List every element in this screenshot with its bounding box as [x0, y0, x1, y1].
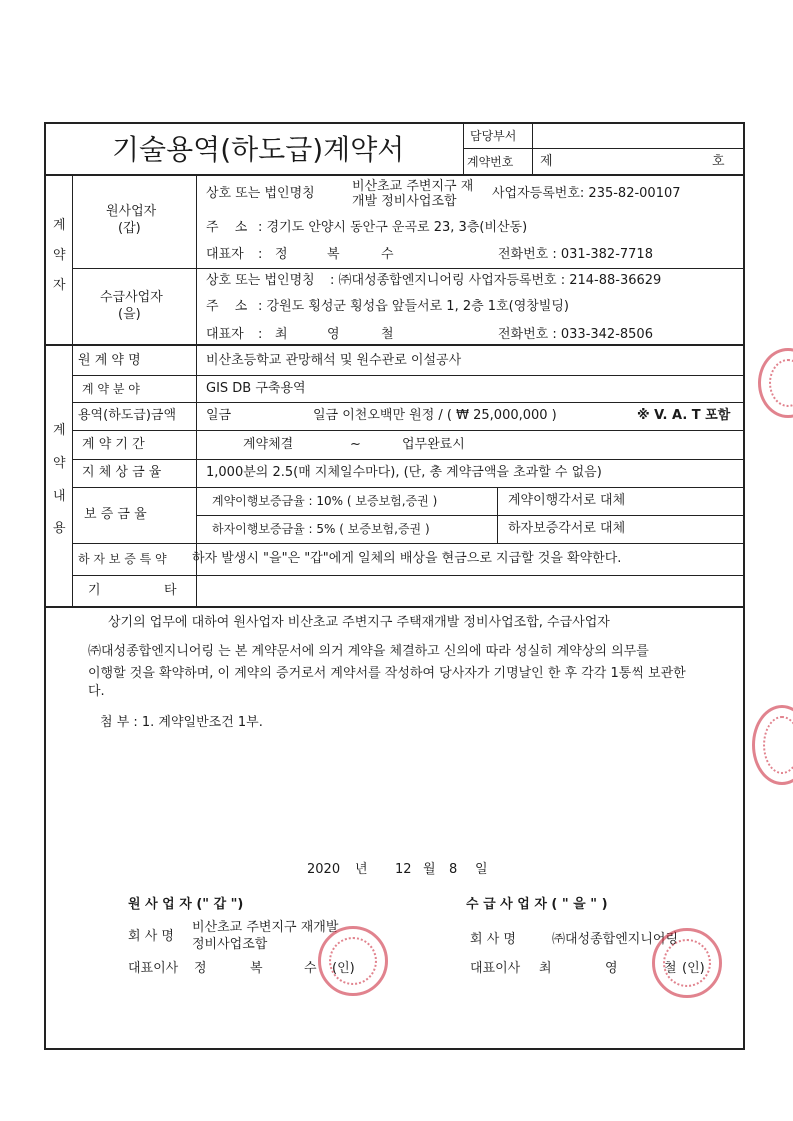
details-label-4: 용 — [53, 521, 66, 536]
subcontractor-rep-name-3: 철 — [381, 327, 394, 342]
subcontractor-address-value: : 강원도 횡성군 횡성읍 앞들서로 1, 2층 1호(영창빌딩) — [258, 299, 569, 314]
contractor-phone: 전화번호 : 031-382-7718 — [498, 247, 653, 262]
subcontractor-rep-label: 대표자 — [206, 327, 244, 342]
subcontractor-role: 수급사업자 — [100, 290, 163, 305]
defect-value: 하자 발생시 "을"은 "갑"에게 일체의 배상을 현금으로 지급할 것을 확약한다. — [192, 551, 622, 566]
penalty-value: 1,000분의 2.5(매 지체일수마다), (단, 총 계약금액을 초과할 수 없음) — [206, 465, 602, 480]
contract-name-value: 비산초등학교 관망해석 및 원수관로 이설공사 — [206, 353, 462, 368]
date-day-unit: 일 — [475, 862, 488, 877]
right-company-label: 회 사 명 — [470, 932, 516, 947]
guarantee-row1-right: 계약이행각서로 대체 — [508, 493, 626, 508]
subcontractor-rep-name-2: 영 — [327, 327, 340, 342]
row-line — [72, 459, 745, 460]
amount-vat: ※ V. A. T 포함 — [637, 408, 731, 423]
parties-label-1: 계 — [53, 218, 66, 233]
row-line — [72, 375, 745, 376]
column-line — [196, 174, 197, 345]
date-day: 8 — [449, 862, 458, 877]
parties-label-3: 자 — [53, 278, 66, 293]
row-line — [72, 487, 745, 488]
section-line — [44, 344, 745, 346]
period-start: 계약체결 — [243, 437, 294, 452]
date-month-unit: 월 — [423, 862, 436, 877]
right-rep-name-1: 최 — [539, 961, 552, 976]
contract-no-suffix: 호 — [712, 154, 725, 169]
contractor-rep-name-1: 정 — [275, 247, 288, 262]
section-line — [44, 174, 745, 176]
right-sign-heading: 수 급 사 업 자 ( " 을 " ) — [466, 897, 608, 912]
guarantee-row2-right: 하자보증각서로 대체 — [508, 521, 626, 536]
row-line — [196, 515, 745, 516]
guarantee-row1-left: 계약이행보증금율 : 10% ( 보증보험,증권 ) — [212, 494, 438, 508]
period-tilde: ~ — [350, 437, 361, 452]
subcontractor-name-label: 상호 또는 법인명칭 — [206, 273, 315, 288]
left-company-label: 회 사 명 — [128, 929, 174, 944]
body-paragraph-4: 다. — [88, 684, 105, 699]
attachment-line: 첨 부 : 1. 계약일반조건 1부. — [100, 715, 263, 730]
contractor-name-value: 비산초교 주변지구 재 — [352, 179, 474, 194]
body-paragraph-3: 이행할 것을 확약하며, 이 계약의 증거로서 계약서를 작성하여 당사자가 기명날인 한 후 각각 1통씩 보관한 — [88, 666, 686, 681]
contract-no-prefix: 제 — [540, 154, 553, 169]
guarantee-row2-left: 하자이행보증금율 : 5% ( 보증보험,증권 ) — [212, 522, 430, 536]
contractor-name-value-2: 개발 정비사업조합 — [352, 194, 457, 209]
parties-label-2: 약 — [53, 248, 66, 263]
left-rep-label: 대표이사 — [128, 961, 179, 976]
contractor-rep-name-3: 수 — [381, 247, 394, 262]
page-title: 기술용역(하도급)계약서 — [112, 133, 405, 166]
dept-label: 담당부서 — [470, 129, 517, 143]
contract-field-value: GIS DB 구축용역 — [206, 381, 306, 396]
contractor-biz-no: 사업자등록번호: 235-82-00107 — [492, 186, 681, 201]
amount-value: 일금 이천오백만 원정 / ( ₩ 25,000,000 ) — [313, 408, 557, 423]
subcontractor-rep-name-1: 최 — [275, 327, 288, 342]
header-row-line — [463, 148, 745, 149]
subcontractor-phone: 전화번호 : 033-342-8506 — [498, 327, 653, 342]
period-label: 계 약 기 간 — [82, 437, 145, 452]
subcontractor-address-label: 주 소 — [206, 299, 254, 314]
right-company-name: ㈜대성종합엔지니어링 — [552, 932, 679, 947]
column-line — [196, 345, 197, 607]
margin-seal-stamp — [752, 705, 793, 785]
column-line — [497, 487, 498, 543]
other-label-a: 기 — [88, 583, 101, 598]
other-label-b: 타 — [164, 583, 177, 598]
right-rep-label: 대표이사 — [470, 961, 521, 976]
right-rep-name-3: 철 — [664, 961, 677, 976]
row-line — [72, 543, 745, 544]
right-seal-mark: (인) — [682, 961, 705, 976]
contract-no-label: 계약번호 — [467, 155, 514, 169]
amount-prefix: 일금 — [206, 408, 232, 423]
subcontractor-seal-stamp — [652, 928, 722, 998]
left-rep-name-1: 정 — [194, 961, 207, 976]
right-rep-name-2: 영 — [605, 961, 618, 976]
contractor-rep-colon: : — [258, 247, 263, 262]
contractor-name-label: 상호 또는 법인명칭 — [206, 186, 315, 201]
details-label-3: 내 — [53, 489, 66, 504]
subcontractor-rep-colon: : — [258, 327, 263, 342]
contractor-rep-label: 대표자 — [206, 247, 244, 262]
left-rep-name-2: 복 — [250, 961, 263, 976]
defect-label: 하 자 보 증 특 약 — [78, 552, 167, 566]
details-label-1: 계 — [53, 423, 66, 438]
left-company-name-2: 정비사업조합 — [192, 937, 268, 952]
guarantee-label: 보 증 금 율 — [84, 507, 147, 522]
row-line — [72, 575, 745, 576]
date-year-unit: 년 — [355, 862, 368, 877]
contractor-address-value: : 경기도 안양시 동안구 운곡로 23, 3층(비산동) — [258, 220, 528, 235]
left-sign-heading: 원 사 업 자 (" 갑 ") — [128, 897, 244, 912]
contractor-address-label: 주 소 — [206, 220, 254, 235]
details-label-2: 약 — [53, 456, 66, 471]
body-paragraph-1: 상기의 업무에 대하여 원사업자 비산초교 주변지구 주택재개발 정비사업조합, 수급사업자 — [108, 615, 610, 630]
penalty-label: 지 체 상 금 율 — [82, 465, 162, 480]
date-year: 2020 — [307, 862, 341, 877]
row-line — [72, 402, 745, 403]
row-line — [72, 268, 745, 269]
contract-name-label: 원 계 약 명 — [78, 353, 141, 368]
margin-seal-stamp — [758, 348, 793, 418]
contract-field-label: 계 약 분 야 — [82, 382, 140, 396]
subcontractor-name-value: : ㈜대성종합엔지니어링 사업자등록번호 : 214-88-36629 — [330, 273, 662, 288]
amount-label: 용역(하도급)금액 — [78, 408, 177, 423]
subcontractor-role-sub: (을) — [118, 307, 141, 322]
contractor-role: 원사업자 — [106, 204, 157, 219]
section-line — [44, 606, 745, 608]
contractor-role-sub: (갑) — [118, 221, 141, 236]
period-end: 업무완료시 — [402, 437, 465, 452]
date-month: 12 — [395, 862, 412, 877]
body-paragraph-2: ㈜대성종합엔지니어링 는 본 계약문서에 의거 계약을 체결하고 신의에 따라 성실히 계약상의 의무를 — [88, 644, 649, 659]
left-seal-mark: (인) — [332, 961, 355, 976]
left-company-name: 비산초교 주변지구 재개발 — [192, 920, 339, 935]
contractor-rep-name-2: 복 — [327, 247, 340, 262]
row-line — [72, 430, 745, 431]
contractor-seal-stamp — [318, 926, 388, 996]
left-rep-name-3: 수 — [304, 961, 317, 976]
